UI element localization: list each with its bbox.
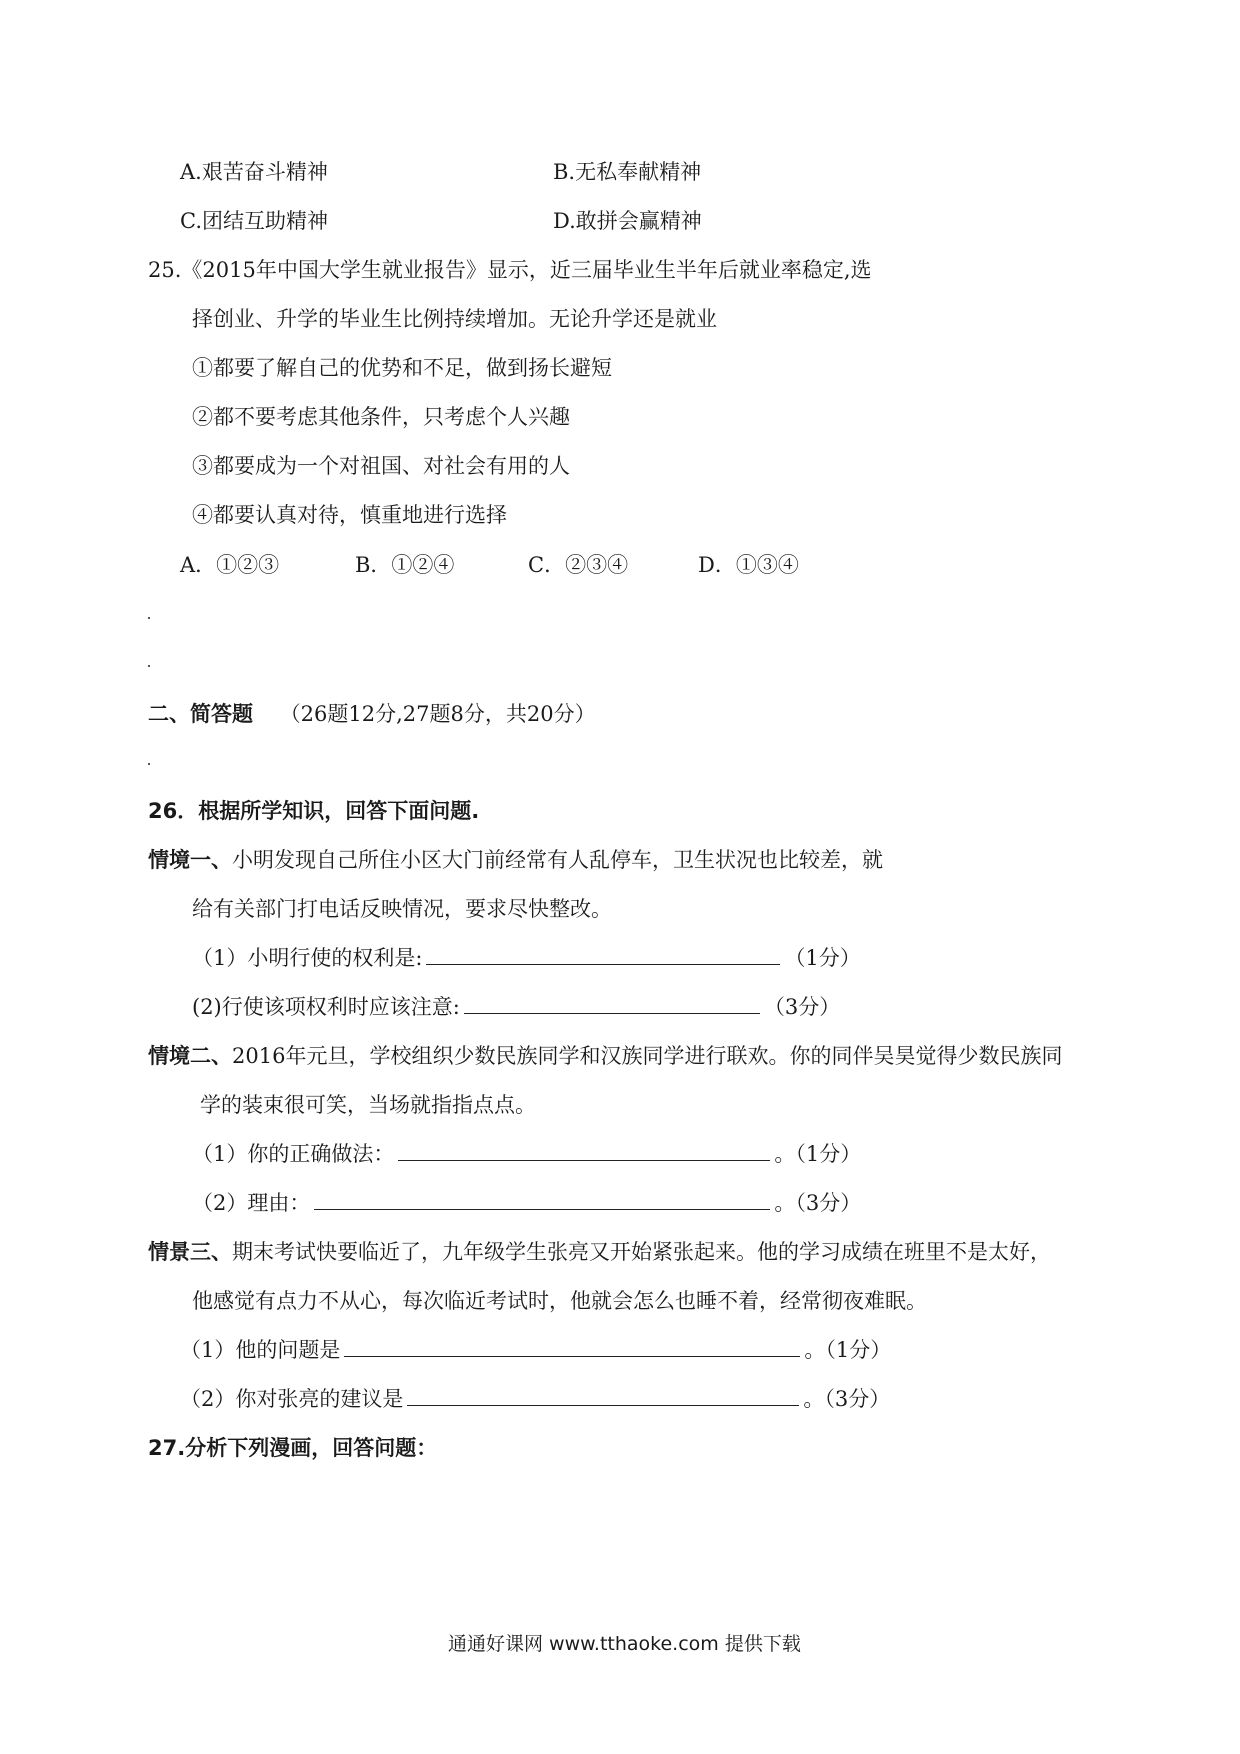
q24-option-a: A.艰苦奋斗精神 (180, 160, 328, 184)
q25-item-3: ③都要成为一个对祖国、对社会有用的人 (192, 454, 570, 478)
scenario3-question2-prompt: （2）你对张亮的建议是 (180, 1387, 404, 1411)
scenario2-text-line2: 学的装束很可笑，当场就指指点点。 (200, 1093, 536, 1117)
scenario1-question2 (192, 993, 840, 1021)
scenario2-label: 情境二、 (148, 1044, 232, 1068)
section-score-note: （26题12分,27题8分，共20分） (279, 702, 596, 726)
scenario3-question2-score: 。（3分） (803, 1387, 891, 1411)
scan-dot (148, 763, 150, 765)
scenario2-question2-score: 。（3分） (774, 1191, 862, 1215)
answer-blank[interactable] (464, 993, 760, 1014)
answer-blank[interactable] (314, 1189, 770, 1210)
answer-blank[interactable] (426, 944, 780, 965)
scenario3-text-line2: 他感觉有点力不从心，每次临近考试时，他就会怎么也睡不着，经常彻夜难眠。 (192, 1289, 927, 1313)
scenario2-text-line1: 2016年元旦，学校组织少数民族同学和汉族同学进行联欢。你的同伴吴昊觉得少数民族同 (232, 1044, 1063, 1068)
q25-stem-line2: 择创业、升学的毕业生比例持续增加。无论升学还是就业 (192, 307, 717, 331)
answer-blank[interactable] (407, 1385, 799, 1406)
q25-stem-line1: 25.《2015年中国大学生就业报告》显示，近三届毕业生半年后就业率稳定,选 (148, 258, 872, 282)
q25-item-2: ②都不要考虑其他条件，只考虑个人兴趣 (192, 405, 570, 429)
scenario3-label: 情景三、 (148, 1240, 232, 1264)
scenario3-text-line1: 期末考试快要临近了，九年级学生张亮又开始紧张起来。他的学习成绩在班里不是太好， (232, 1240, 1051, 1264)
scenario1-text-line2: 给有关部门打电话反映情况，要求尽快整改。 (192, 897, 612, 921)
q26-scenario1-text (148, 846, 883, 874)
scenario1-question2-score: （3分） (763, 995, 841, 1019)
scenario3-question1-score: 。（1分） (804, 1338, 892, 1362)
q25-item-4: ④都要认真对待，慎重地进行选择 (192, 503, 507, 527)
section-title: 二、简答题 (148, 702, 253, 726)
scenario1-question2-prompt: (2)行使该项权利时应该注意: (192, 995, 460, 1019)
q24-option-c: C.团结互助精神 (180, 209, 328, 233)
scenario3-question1 (180, 1336, 891, 1364)
q25-option-d: D．①③④ (698, 553, 799, 577)
scenario1-question1-prompt: （1）小明行使的权利是: (192, 946, 423, 970)
q25-option-c: C．②③④ (528, 553, 629, 577)
scenario2-question2 (192, 1189, 861, 1217)
q26-scenario3-text (148, 1238, 1051, 1266)
answer-blank[interactable] (398, 1140, 770, 1161)
scenario3-question1-prompt: （1）他的问题是 (180, 1338, 341, 1362)
q26-scenario2-text (148, 1042, 1062, 1070)
q26-title: 26．根据所学知识，回答下面问题. (148, 799, 480, 823)
q25-option-a: A．①②③ (180, 553, 280, 577)
scan-dot (148, 665, 150, 667)
q25-item-1: ①都要了解自己的优势和不足，做到扬长避短 (192, 356, 612, 380)
q24-option-d: D.敢拼会赢精神 (553, 209, 702, 233)
scenario2-question1-score: 。（1分） (774, 1142, 862, 1166)
scenario2-question1 (192, 1140, 861, 1168)
scenario1-text-line1: 小明发现自己所住小区大门前经常有人乱停车，卫生状况也比较差，就 (232, 848, 883, 872)
answer-blank[interactable] (344, 1336, 800, 1357)
scenario1-label: 情境一、 (148, 848, 232, 872)
scenario2-question2-prompt: （2）理由： (192, 1191, 311, 1215)
q24-option-b: B.无私奉献精神 (553, 160, 702, 184)
q27-title: 27.分析下列漫画，回答问题： (148, 1436, 438, 1460)
scenario1-question1-score: （1分） (784, 946, 861, 970)
scan-dot (148, 617, 150, 619)
section-heading (148, 700, 596, 728)
scenario2-question1-prompt: （1）你的正确做法： (192, 1142, 395, 1166)
page-footer: 通通好课网 www.tthaoke.com 提供下载 (448, 1633, 801, 1655)
scenario1-question1 (192, 944, 861, 972)
scenario3-question2 (180, 1385, 890, 1413)
q25-option-b: B．①②④ (355, 553, 455, 577)
